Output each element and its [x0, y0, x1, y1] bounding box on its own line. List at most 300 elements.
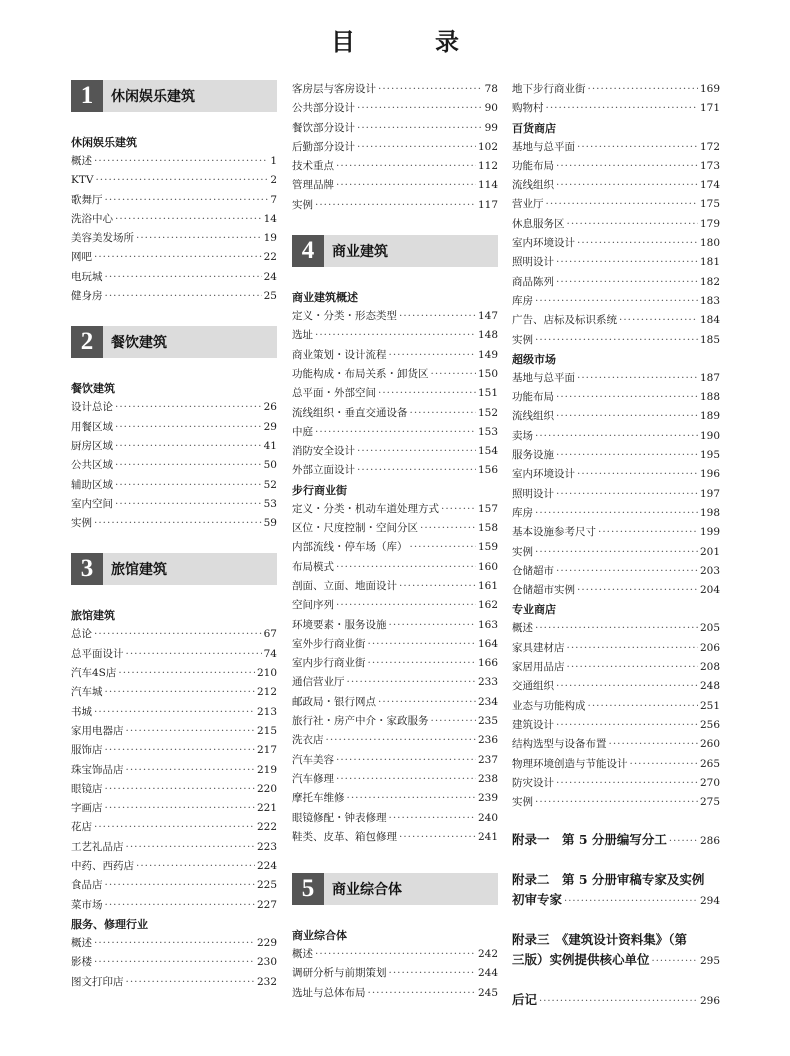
toc-entry-page: 169	[699, 83, 720, 95]
toc-entry-page: 41	[263, 439, 277, 452]
dot-leader	[336, 751, 476, 770]
toc-entry-title: 后勤部分设计	[292, 140, 355, 153]
dot-leader	[556, 716, 698, 735]
toc-entry-page: 152	[477, 406, 498, 419]
appendix-title: 初审专家	[512, 892, 563, 908]
toc-entry[interactable]	[512, 215, 720, 234]
dot-leader	[94, 514, 262, 533]
toc-entry-title: 字画店	[71, 802, 103, 815]
toc-entry[interactable]	[512, 407, 720, 426]
toc-entry-page: 184	[699, 314, 720, 327]
toc-entry[interactable]	[71, 934, 277, 953]
toc-entry[interactable]	[71, 722, 277, 741]
dot-leader	[368, 984, 476, 1003]
toc-entry-page: 198	[699, 506, 720, 519]
toc-entry-page: 7	[270, 193, 277, 206]
toc-entry-page: 248	[699, 680, 720, 693]
toc-entry-title: 地下步行商业街	[512, 83, 586, 95]
toc-entry[interactable]	[71, 191, 277, 210]
toc-entry[interactable]	[512, 253, 720, 272]
toc-entry-title: 交通组织	[512, 680, 554, 693]
toc-entry-title: 洗衣店	[292, 734, 324, 747]
toc-entry[interactable]	[71, 495, 277, 514]
appendix-entry[interactable]	[512, 870, 720, 912]
toc-entry[interactable]	[292, 519, 498, 538]
toc-subheading: 专业商店	[512, 603, 556, 617]
toc-entry[interactable]	[71, 268, 277, 287]
toc-entry[interactable]	[292, 558, 498, 577]
dot-leader	[115, 476, 262, 495]
toc-entry[interactable]	[292, 442, 498, 461]
toc-entry[interactable]	[71, 248, 277, 267]
toc-entry-page: 78	[484, 83, 498, 95]
toc-entry[interactable]	[512, 369, 720, 388]
toc-entry[interactable]	[512, 543, 720, 562]
dot-leader	[315, 945, 476, 964]
toc-entry-page: 67	[263, 628, 277, 641]
toc-entry[interactable]	[292, 538, 498, 557]
dot-leader	[94, 934, 255, 953]
toc-entry[interactable]	[512, 697, 720, 716]
appendix-title: 后记	[512, 992, 538, 1008]
dot-leader	[577, 138, 698, 157]
toc-entry-title: 基地与总平面	[512, 371, 575, 384]
toc-entry-title: 剖面、立面、地面设计	[292, 579, 397, 592]
toc-entry[interactable]	[292, 616, 498, 635]
toc-entry-title: 卖场	[512, 429, 533, 442]
toc-entry-title: 汽车修理	[292, 772, 334, 785]
toc-entry-title: 汽车4S店	[71, 667, 117, 680]
dot-leader	[115, 210, 262, 229]
dot-leader	[556, 446, 698, 465]
section-header	[292, 873, 498, 905]
toc-entry[interactable]	[512, 331, 720, 350]
dot-leader	[347, 789, 476, 808]
appendix-entry[interactable]	[512, 990, 720, 1012]
toc-entry[interactable]	[292, 731, 498, 750]
toc-entry[interactable]	[71, 838, 277, 857]
toc-entry-page: 50	[263, 459, 277, 472]
toc-entry[interactable]	[292, 945, 498, 964]
toc-entry-title: 选址与总体布局	[292, 986, 366, 999]
dot-leader	[389, 616, 476, 635]
toc-entry-title: 设计总论	[71, 401, 113, 414]
toc-entry-page: 187	[699, 371, 720, 384]
toc-entry[interactable]	[292, 673, 498, 692]
toc-entry-title: 照明设计	[512, 256, 554, 269]
dot-leader	[431, 712, 476, 731]
toc-entry-page: 183	[699, 294, 720, 307]
toc-entry[interactable]	[512, 273, 720, 292]
toc-entry[interactable]	[71, 418, 277, 437]
toc-entry-title: 室内环境设计	[512, 237, 575, 250]
toc-entry[interactable]	[292, 809, 498, 828]
toc-subheading: 休闲娱乐建筑	[71, 136, 137, 149]
appendix-line	[512, 830, 720, 852]
toc-entry[interactable]	[512, 562, 720, 581]
dot-leader	[326, 731, 476, 750]
dot-leader	[567, 215, 698, 234]
toc-subheading: 餐饮建筑	[71, 382, 115, 396]
toc-entry-title: 内部流线・停车场（库）	[292, 541, 408, 554]
section-number: 1	[71, 80, 103, 112]
toc-entry[interactable]	[71, 171, 277, 190]
appendix-block	[512, 812, 720, 1012]
toc-entry[interactable]	[292, 654, 498, 673]
toc-entry[interactable]	[71, 973, 277, 992]
toc-entry-title: 室内步行商业街	[292, 657, 366, 670]
toc-entry-page: 25	[263, 290, 277, 303]
toc-entry[interactable]	[71, 625, 277, 644]
dot-leader	[577, 465, 698, 484]
toc-entry[interactable]	[512, 639, 720, 658]
toc-entry[interactable]	[292, 119, 498, 138]
toc-entry-page: 188	[699, 391, 720, 404]
toc-entry[interactable]	[512, 793, 720, 812]
dot-leader	[588, 697, 698, 716]
toc-entry-title: 实例	[512, 333, 533, 346]
toc-entry[interactable]	[71, 953, 277, 972]
toc-entry-page: 150	[477, 367, 498, 380]
dot-leader	[577, 234, 698, 253]
toc-entry[interactable]	[292, 99, 498, 118]
toc-entry[interactable]	[292, 828, 498, 847]
toc-entry-title: 电玩城	[71, 270, 103, 283]
section-title: 休闲娱乐建筑	[111, 89, 195, 105]
toc-entry[interactable]	[512, 446, 720, 465]
toc-entry[interactable]	[512, 504, 720, 523]
dot-leader	[556, 407, 698, 426]
toc-entry[interactable]	[512, 755, 720, 774]
toc-entry[interactable]	[512, 234, 720, 253]
spacer	[71, 533, 277, 553]
dot-leader	[410, 538, 476, 557]
dot-leader	[652, 952, 698, 972]
toc-entry[interactable]	[71, 398, 277, 417]
toc-entry-page: 53	[263, 497, 277, 510]
toc-entry-page: 112	[477, 160, 498, 173]
toc-entry-title: 实例	[512, 796, 533, 809]
toc-entry-title: 用餐区域	[71, 420, 113, 433]
toc-entry-title: 功能构成・布局关系・卸货区	[292, 367, 429, 380]
dot-leader	[556, 253, 698, 272]
dot-leader	[389, 809, 476, 828]
toc-entry-page: 245	[477, 986, 498, 999]
toc-entry[interactable]	[512, 99, 720, 118]
toc-entry-page: 195	[699, 449, 720, 462]
toc-entry-page: 164	[477, 637, 498, 650]
spacer	[512, 972, 720, 990]
toc-entry[interactable]	[71, 287, 277, 306]
dot-leader	[115, 456, 262, 475]
toc-entry-page: 174	[699, 179, 720, 192]
dot-leader	[567, 658, 698, 677]
spacer	[71, 119, 277, 133]
dot-leader	[126, 722, 255, 741]
toc-entry[interactable]	[512, 581, 720, 600]
spacer	[292, 912, 498, 926]
toc-entry[interactable]	[71, 780, 277, 799]
toc-entry[interactable]	[512, 523, 720, 542]
toc-entry-title: 室内环境设计	[512, 468, 575, 481]
toc-entry-page: 227	[256, 898, 277, 911]
dot-leader	[556, 562, 698, 581]
toc-entry[interactable]	[71, 152, 277, 171]
toc-entry[interactable]	[71, 896, 277, 915]
toc-entry[interactable]	[292, 577, 498, 596]
toc-entry[interactable]	[71, 761, 277, 780]
toc-entry[interactable]	[292, 596, 498, 615]
toc-entry-title: 室外步行商业街	[292, 637, 366, 650]
toc-entry[interactable]	[292, 80, 498, 99]
toc-entry[interactable]	[512, 677, 720, 696]
toc-entry[interactable]	[512, 485, 720, 504]
spacer	[512, 812, 720, 830]
toc-entry-page: 160	[477, 560, 498, 573]
toc-entry[interactable]	[512, 195, 720, 214]
toc-entry-page: 265	[699, 757, 720, 770]
appendix-entry[interactable]	[512, 930, 720, 972]
toc-entry[interactable]	[292, 346, 498, 365]
toc-entry-title: 区位・尺度控制・空间分区	[292, 522, 418, 535]
toc-entry[interactable]	[512, 619, 720, 638]
section-header	[292, 235, 498, 267]
toc-entry[interactable]	[512, 735, 720, 754]
toc-entry-page: 197	[699, 487, 720, 500]
toc-entry[interactable]	[292, 326, 498, 345]
toc-entry[interactable]	[292, 789, 498, 808]
toc-entry[interactable]	[292, 157, 498, 176]
dot-leader	[378, 384, 476, 403]
toc-entry[interactable]	[292, 307, 498, 326]
toc-entry[interactable]	[292, 712, 498, 731]
toc-entry[interactable]	[292, 964, 498, 983]
toc-entry[interactable]	[292, 138, 498, 157]
dot-leader	[609, 735, 698, 754]
toc-entry[interactable]	[512, 427, 720, 446]
dot-leader	[105, 268, 262, 287]
dot-leader	[535, 619, 698, 638]
dot-leader	[115, 418, 262, 437]
toc-entry-page: 221	[256, 802, 277, 815]
toc-entry-page: 163	[477, 618, 498, 631]
toc-entry-title: 布局模式	[292, 560, 334, 573]
toc-entry[interactable]	[71, 664, 277, 683]
spacer	[512, 912, 720, 930]
dot-leader	[105, 799, 255, 818]
dot-leader	[315, 423, 476, 442]
spacer	[292, 215, 498, 235]
toc-entry-title: 物理环境创造与节能设计	[512, 757, 628, 770]
toc-entry[interactable]	[292, 196, 498, 215]
toc-entry[interactable]	[512, 716, 720, 735]
dot-leader	[336, 596, 476, 615]
section-header	[71, 553, 277, 585]
toc-entry[interactable]	[71, 799, 277, 818]
dot-leader	[420, 519, 476, 538]
toc-entry[interactable]	[71, 476, 277, 495]
toc-entry[interactable]	[512, 774, 720, 793]
toc-entry[interactable]	[71, 514, 277, 533]
toc-entry-page: 19	[263, 232, 277, 245]
dot-leader	[136, 229, 262, 248]
dot-leader	[535, 292, 698, 311]
toc-entry[interactable]	[71, 456, 277, 475]
toc-entry[interactable]	[71, 683, 277, 702]
toc-entry-title: 库房	[512, 294, 533, 307]
toc-entry[interactable]	[512, 388, 720, 407]
toc-entry-title: 概述	[71, 155, 92, 167]
toc-entry[interactable]	[292, 770, 498, 789]
toc-entry-title: 家居用品店	[512, 661, 565, 674]
toc-entry[interactable]	[512, 138, 720, 157]
toc-entry-title: 家具建材店	[512, 641, 565, 654]
toc-entry-page: 157	[477, 502, 498, 515]
toc-entry-title: 总平面・外部空间	[292, 387, 376, 400]
toc-entry-title: 建筑设计	[512, 718, 554, 731]
toc-entry-page: 179	[699, 217, 720, 230]
toc-entry[interactable]	[292, 500, 498, 519]
toc-entry-title: 洗浴中心	[71, 212, 113, 225]
dot-leader	[126, 973, 255, 992]
toc-entry-page: 222	[256, 821, 277, 834]
toc-entry[interactable]	[71, 876, 277, 895]
appendix-title: 附录一 第 5 分册编写分工	[512, 832, 667, 848]
dot-leader	[126, 761, 255, 780]
dot-leader	[126, 838, 255, 857]
appendix-page: 286	[699, 835, 720, 848]
toc-entry-page: 275	[699, 796, 720, 809]
appendix-title: 附录三 《建筑设计资料集》（第	[512, 932, 688, 948]
toc-entry-page: 203	[699, 564, 720, 577]
toc-entry-page: 189	[699, 410, 720, 423]
dot-leader	[378, 693, 476, 712]
toc-entry[interactable]	[512, 658, 720, 677]
toc-entry-page: 171	[699, 102, 720, 115]
toc-entry-page: 212	[256, 686, 277, 699]
toc-entry[interactable]	[292, 635, 498, 654]
toc-entry-title: 室内空间	[71, 497, 113, 510]
dot-leader	[115, 437, 262, 456]
toc-entry-page: 206	[699, 641, 720, 654]
toc-entry-page: 151	[477, 387, 498, 400]
toc-entry[interactable]	[292, 693, 498, 712]
toc-entry-title: 管理品牌	[292, 179, 334, 192]
toc-entry-page: 99	[484, 121, 498, 134]
dot-leader	[431, 365, 476, 384]
toc-entry[interactable]	[71, 703, 277, 722]
toc-entry-title: 鞋类、皮革、箱包修理	[292, 830, 397, 843]
toc-entry[interactable]	[292, 176, 498, 195]
toc-entry[interactable]	[71, 741, 277, 760]
toc-subheading: 百货商店	[512, 121, 556, 135]
toc-entry[interactable]	[71, 210, 277, 229]
appendix-page: 295	[699, 955, 720, 968]
toc-entry-page: 210	[256, 667, 277, 680]
toc-entry-page: 205	[699, 622, 720, 635]
toc-entry-title: 流线组织	[512, 410, 554, 423]
toc-entry-title: 餐饮部分设计	[292, 121, 355, 134]
toc-entry-page: 270	[699, 776, 720, 789]
toc-entry-page: 154	[477, 445, 498, 458]
toc-entry-title: 公共部分设计	[292, 102, 355, 115]
toc-entry-page: 153	[477, 425, 498, 438]
toc-entry-page: 90	[484, 102, 498, 115]
toc-entry[interactable]	[292, 461, 498, 480]
toc-entry-page: 215	[256, 724, 277, 737]
toc-entry-page: 180	[699, 237, 720, 250]
toc-entry-title: 功能布局	[512, 159, 554, 172]
toc-entry-title: 总平面设计	[71, 647, 124, 660]
toc-entry-page: 196	[699, 468, 720, 481]
toc-entry[interactable]	[292, 984, 498, 1003]
toc-subheading: 商业建筑概述	[292, 291, 358, 305]
toc-entry-page: 239	[477, 792, 498, 805]
toc-entry-title: 健身房	[71, 290, 103, 303]
toc-entry[interactable]	[71, 857, 277, 876]
toc-entry[interactable]	[292, 404, 498, 423]
toc-entry[interactable]	[512, 292, 720, 311]
toc-subheading: 商业综合体	[292, 929, 347, 943]
toc-entry[interactable]	[292, 365, 498, 384]
toc-entry[interactable]	[71, 645, 277, 664]
toc-entry[interactable]	[512, 80, 720, 99]
dot-leader	[336, 558, 476, 577]
dot-leader	[535, 543, 698, 562]
toc-entry[interactable]	[512, 176, 720, 195]
appendix-entry[interactable]	[512, 830, 720, 852]
toc-subheading: 超级市场	[512, 352, 556, 366]
toc-entry-page: 251	[699, 699, 720, 712]
appendix-line	[512, 870, 720, 890]
toc-subheading: 服务、修理行业	[71, 917, 148, 931]
toc-entry-title: 业态与功能构成	[512, 699, 586, 712]
toc-entry[interactable]	[71, 229, 277, 248]
dot-leader	[535, 331, 698, 350]
toc-entry[interactable]	[292, 751, 498, 770]
toc-entry[interactable]	[292, 384, 498, 403]
toc-entry-page: 260	[699, 738, 720, 751]
toc-entry-page: 236	[477, 734, 498, 747]
toc-entry-page: 223	[256, 840, 277, 853]
dot-leader	[556, 774, 698, 793]
toc-entry-title: 中庭	[292, 425, 313, 438]
toc-entry-page: 162	[477, 599, 498, 612]
appendix-line	[512, 950, 720, 972]
toc-entry-title: 美容美发场所	[71, 232, 134, 245]
toc-entry[interactable]	[512, 465, 720, 484]
toc-entry-page: 59	[263, 517, 277, 530]
dot-leader	[410, 404, 476, 423]
toc-entry-page: 229	[256, 936, 277, 949]
toc-entry-page: 208	[699, 661, 720, 674]
toc-entry-page: 232	[256, 975, 277, 988]
toc-entry[interactable]	[512, 311, 720, 330]
toc-entry-page: 161	[477, 579, 498, 592]
toc-entry[interactable]	[71, 437, 277, 456]
toc-entry-title: 营业厅	[512, 198, 544, 211]
toc-entry-title: 歌舞厅	[71, 193, 103, 206]
toc-entry-title: 厨房区域	[71, 439, 113, 452]
toc-entry[interactable]	[71, 818, 277, 837]
appendix-page: 294	[699, 895, 720, 908]
dot-leader	[556, 176, 698, 195]
dot-leader	[105, 287, 262, 306]
toc-entry-title: 调研分析与前期策划	[292, 967, 387, 980]
toc-entry[interactable]	[512, 157, 720, 176]
dot-leader	[556, 677, 698, 696]
toc-entry[interactable]	[292, 423, 498, 442]
